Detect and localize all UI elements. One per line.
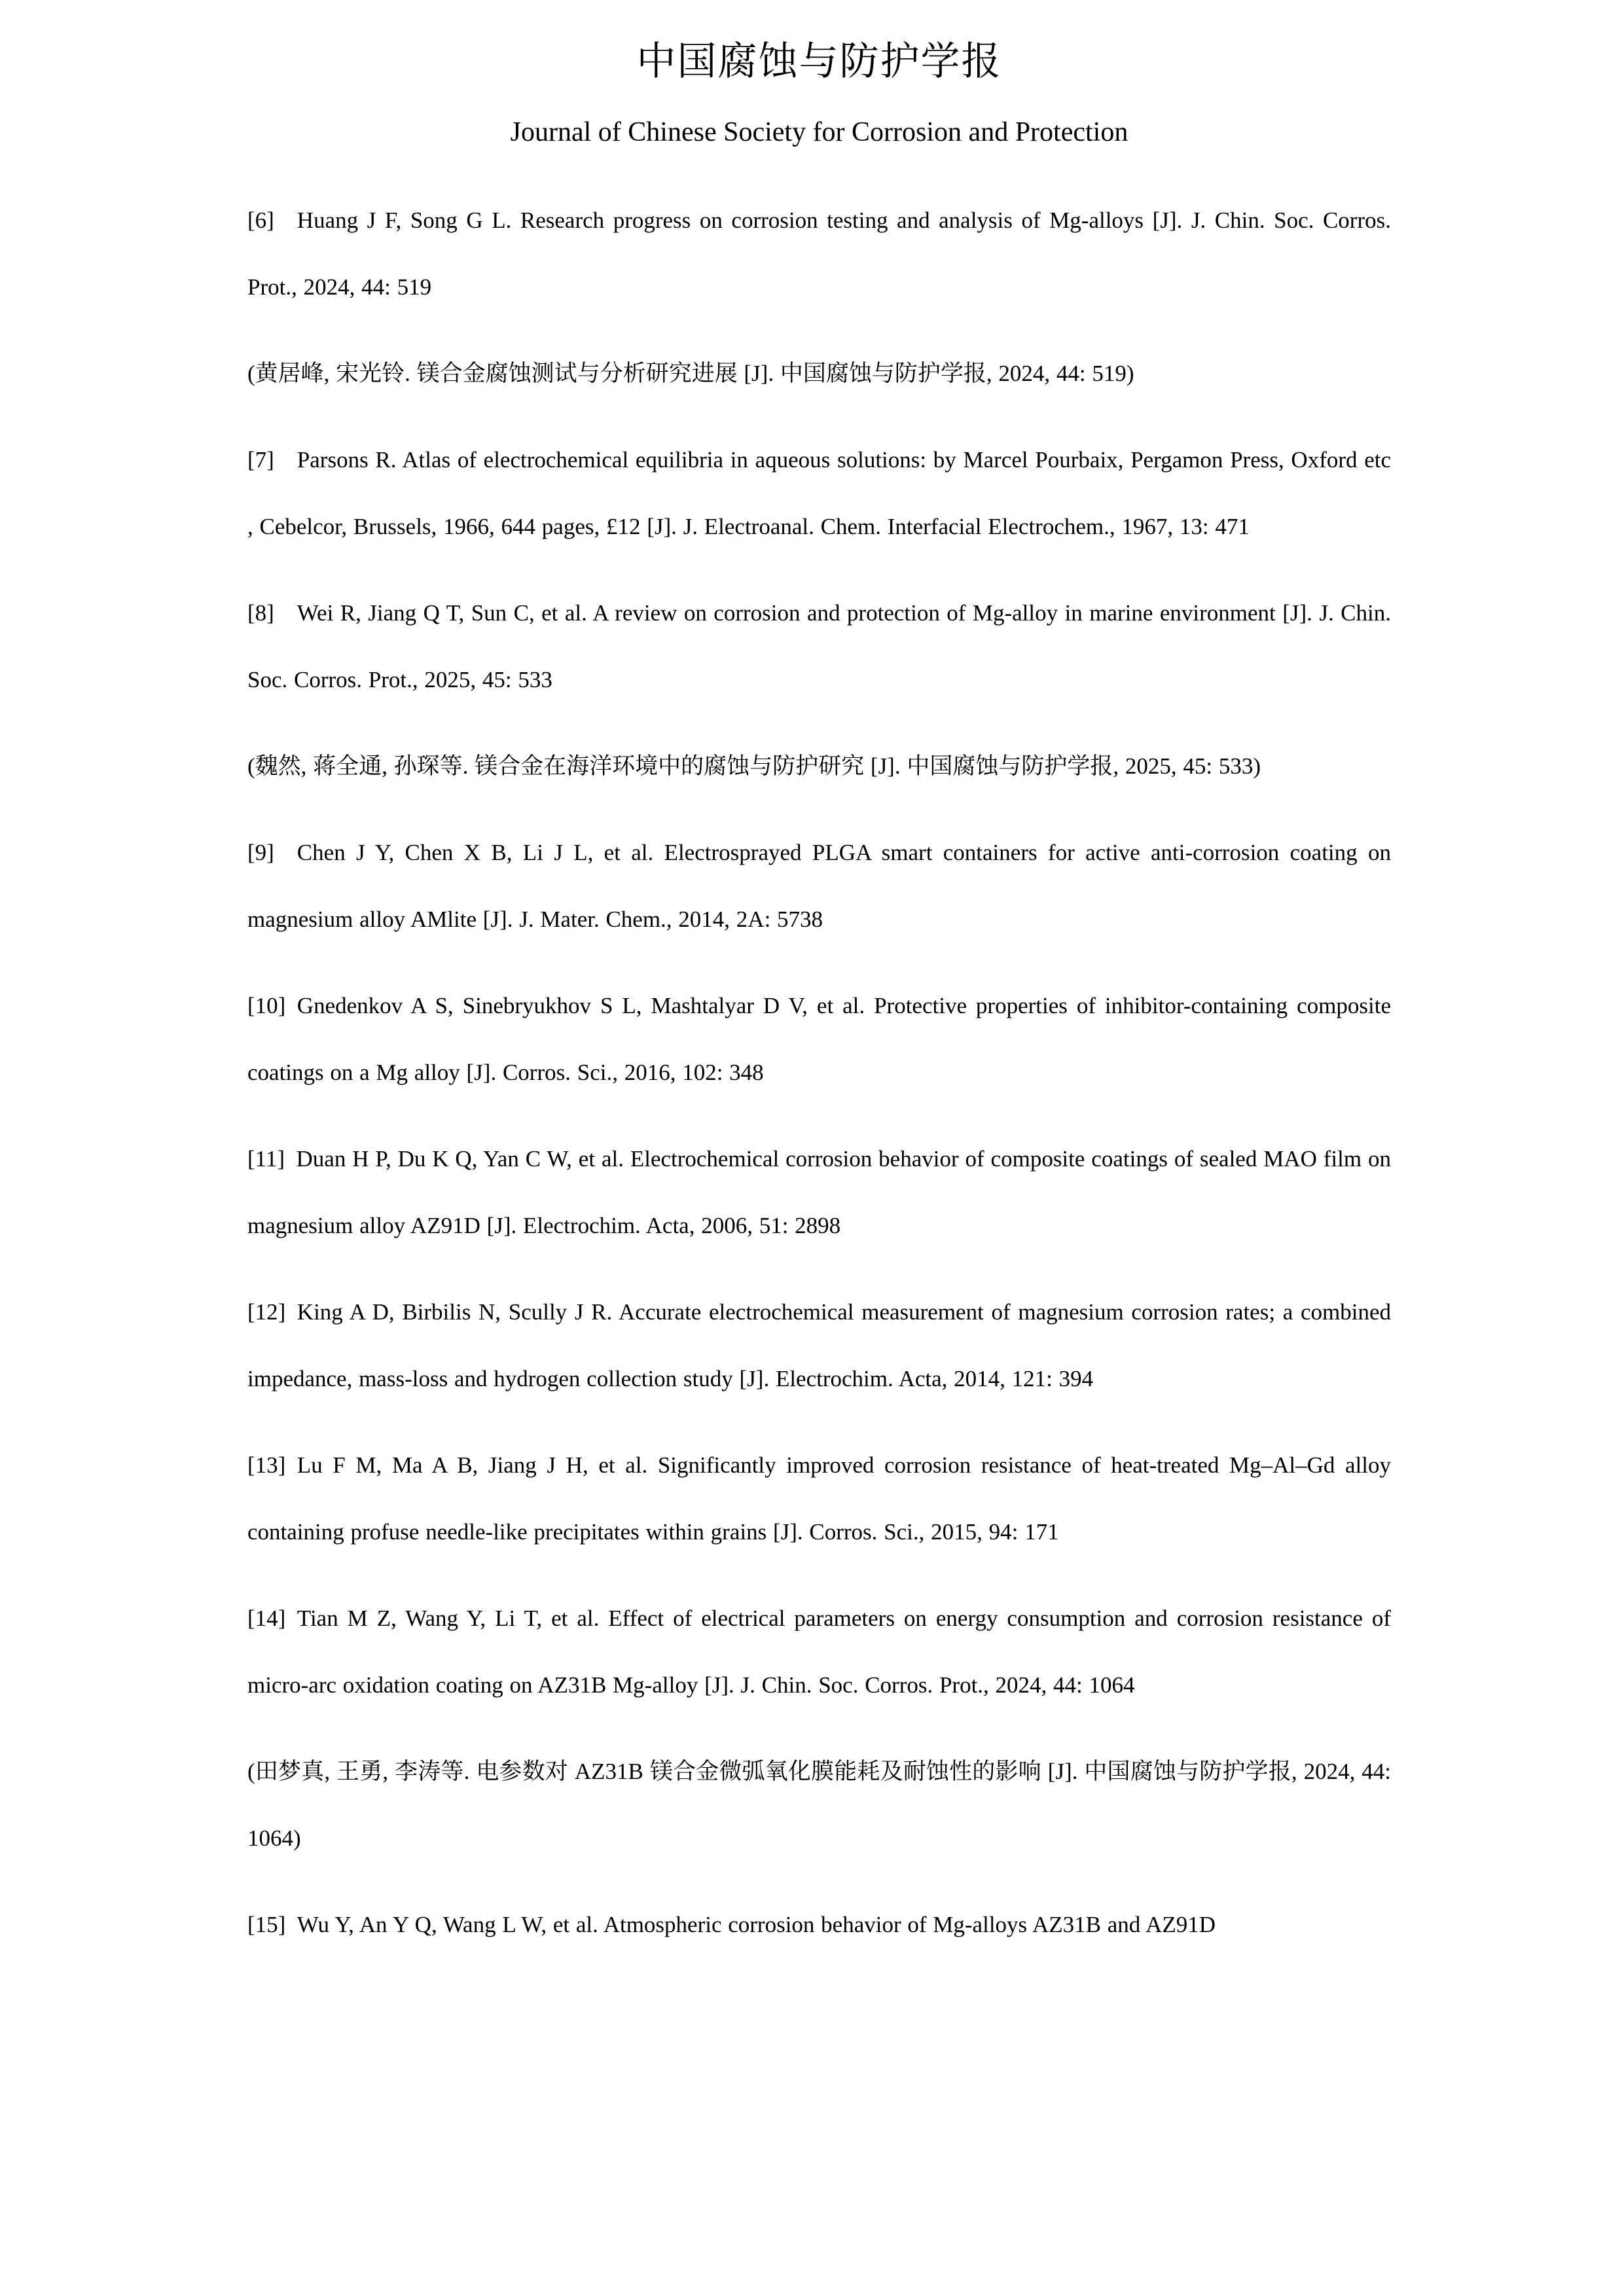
reference-11-en: [11] Duan H P, Du K Q, Yan C W, et al. Electrochemical corrosion behavior of composite coatings of sealed MAO film on magnesium alloy AZ91D [J]. Electrochim. Acta, 2006, 51: 2898 xyxy=(247,1146,1391,1238)
page-header xyxy=(247,38,1391,149)
journal-title-english: Journal of Chinese Society for Corrosion and Protection xyxy=(510,117,1128,147)
reference-7-en: [7] Parsons R. Atlas of electrochemical equilibria in aqueous solutions: by Marcel Pourbaix, Pergamon Press, Oxford etc , Cebelcor, Brussels, 1966, 644 pages, £12 [J]. J. Electroanal. Chem. Interfacial Electrochem., 1967, 13: 471 xyxy=(247,447,1391,539)
journal-title-chinese: 中国腐蚀与防护学报 xyxy=(636,40,1002,83)
reference-10-en: [10] Gnedenkov A S, Sinebryukhov S L, Mashtalyar D V, et al. Protective properties of inhibitor-containing composite coatings on a Mg alloy [J]. Corros. Sci., 2016, 102: 348 xyxy=(247,993,1391,1085)
references-list xyxy=(247,187,1391,1958)
reference-12-en: [12] King A D, Birbilis N, Scully J R. Accurate electrochemical measurement of magnesium corrosion rates; a combined impedance, mass-loss and hydrogen collection study [J]. Electrochim. Acta, 2014, 121: 394 xyxy=(247,1299,1391,1391)
reference-14-en: [14] Tian M Z, Wang Y, Li T, et al. Effect of electrical parameters on energy consumption and corrosion resistance of micro-arc oxidation coating on AZ31B Mg-alloy [J]. J. Chin. Soc. Corros. Prot., 2024, 44: 1064 xyxy=(247,1605,1391,1698)
reference-15-en: [15] Wu Y, An Y Q, Wang L W, et al. Atmospheric corrosion behavior of Mg-alloys AZ31B and AZ91D xyxy=(247,1912,1216,1937)
reference-6-cn: (黄居峰, 宋光铃. 镁合金腐蚀测试与分析研究进展 [J]. 中国腐蚀与防护学报, 2024, 44: 519) xyxy=(247,361,1134,386)
reference-8-en: [8] Wei R, Jiang Q T, Sun C, et al. A review on corrosion and protection of Mg-alloy in marine environment [J]. J. Chin. Soc. Corros. Prot., 2025, 45: 533 xyxy=(247,600,1391,692)
reference-13-en: [13] Lu F M, Ma A B, Jiang J H, et al. Significantly improved corrosion resistance of heat-treated Mg–Al–Gd alloy containing profuse needle-like precipitates within grains [J]. Corros. Sci., 2015, 94: 171 xyxy=(247,1452,1391,1545)
reference-6-en: [6] Huang J F, Song G L. Research progress on corrosion testing and analysis of Mg-alloys [J]. J. Chin. Soc. Corros. Prot., 2024, 44: 519 xyxy=(247,207,1391,300)
reference-14-cn: (田梦真, 王勇, 李涛等. 电参数对 AZ31B 镁合金微弧氧化膜能耗及耐蚀性的影响 [J]. 中国腐蚀与防护学报, 2024, 44: 1064) xyxy=(247,1759,1391,1851)
reference-8-cn: (魏然, 蒋全通, 孙琛等. 镁合金在海洋环境中的腐蚀与防护研究 [J]. 中国腐蚀与防护学报, 2025, 45: 533) xyxy=(247,753,1261,779)
reference-9-en: [9] Chen J Y, Chen X B, Li J L, et al. Electrosprayed PLGA smart containers for active anti-corrosion coating on magnesium alloy AMlite [J]. J. Mater. Chem., 2014, 2A: 5738 xyxy=(247,840,1391,932)
